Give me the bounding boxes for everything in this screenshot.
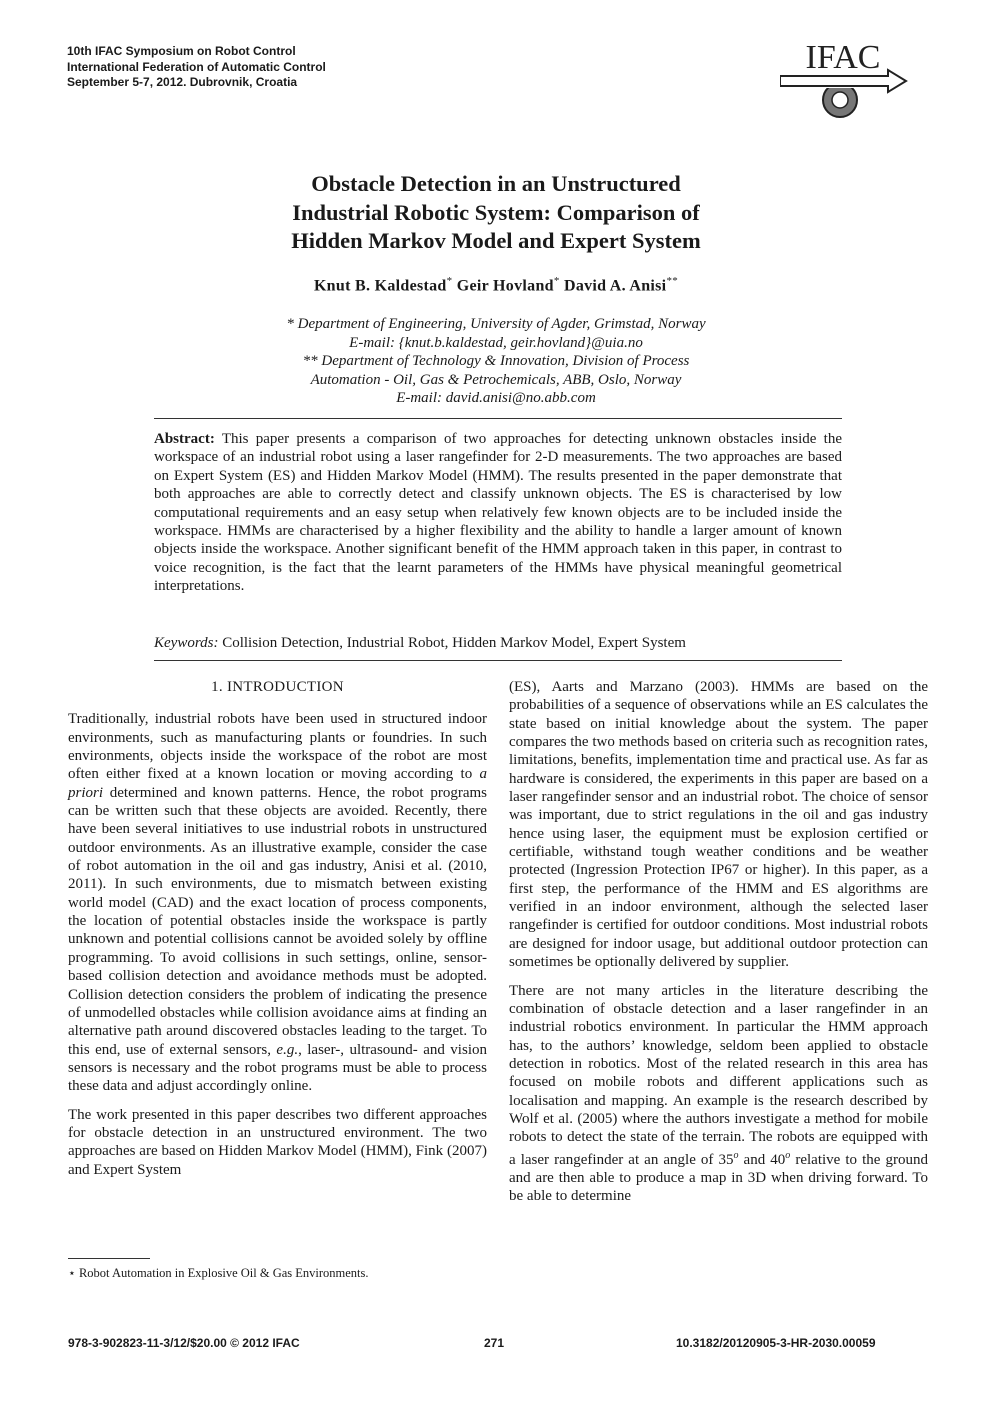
footnote [68,1265,369,1281]
intro-paragraph-1 [68,710,487,1095]
affiliation-line: * Department of Engineering, University of Agder, Grimstad, Norway [286,316,706,332]
text-run: , laser-, ultrasound- and vision sensors is necessary and the robot programs must be able to process these data and adjust accordingly online. [68,1041,487,1095]
intro-paragraph-2: The work presented in this paper describes two different approaches for obstacle detection in an unstructured environment. The two approaches are based on Hidden Markov Model (HMM), Fink (2007) and Expert System [68,1106,487,1178]
intro-paragraph-3: (ES), Aarts and Marzano (2003). HMMs are based on the probabilities of a sequence of observations while an ES calculates the state based on initial knowledge about the system. The paper compares the two methods based on criteria such as recognition rates, limitations, benefits, implementation time and practical use. As far as hardware is considered, the experiments in this paper are based on a laser rangefinder sensor and an industrial robot. The choice of sensor was important, due to strict regulations in the oil and gas industry hence using laser, the equipment must be explosion certified or certifiable, withstand tough weather conditions and be weather protected (Ingression Protection IP67 or higher). In this paper, as a first step, the performance of the HMM and ES algorithms are verified in an indoor environment, although the selected laser rangefinder is certified for outdoor conditions. Most industrial robots are designed for indoor usage, but additional outdoor protection can sometimes be optionally delivered by supplier. [509,679,928,971]
conference-line: 10th IFAC Symposium on Robot Control [67,44,296,58]
right-column [509,678,928,1206]
footer-doi: 10.3182/20120905-3-HR-2030.00059 [676,1336,876,1350]
affiliation-line: ** Department of Technology & Innovation, Division of Process [302,353,690,370]
emphasis: a priori [68,766,487,801]
title-line: Industrial Robotic System: Comparison of [292,199,700,225]
bottom-rule [154,660,842,661]
text-run: and 40 [738,1151,786,1168]
author-list [150,275,842,295]
footnote-mark: ⋆ [68,1266,76,1280]
text-run: determined and known patterns. Hence, the robot programs can be written such that these objects are avoided. Recently, there have been several initiatives to use industrial robots in unstructured outdoor environments. As an illustrative example, consider the case of robot automation in the oil and gas industry, Anisi et al. (2010, 2011). In such environments, due to mismatch between existing world model (CAD) and the exact location of process components, the location of potential obstacles inside the workspace is partly unknown and potential collisions cannot be avoided solely by offline programming. To avoid collisions in such settings, online, sensor-based collision detection and avoidance methods must be adopted. Collision detection considers the problem of indicating the presence of unmodelled obstacles while collision avoidance aims at finding an alternative path around discovered obstacles leading to the target. To this end, use of external sensors, [68,784,487,1058]
text-run: Traditionally, industrial robots have been used in structured indoor environments, such as manufacturing plants or foundries. In such environments, objects inside the workspace of the robot are most often either fixed at a known location or moving according to [68,711,487,783]
abstract-text: This paper presents a comparison of two approaches for detecting unknown obstacles inside the workspace of an industrial robot using a laser rangefinder for 2-D measurements. The two approaches are based on Expert System (ES) and Hidden Markov Model (HMM). The results presented in the paper demonstrate that both approaches are able to correctly detect and classify unknown objects. The ES is characterised by low computational requirements and an easy setup when relatively few known objects are to be included inside the workspace. HMMs are characterised by a higher flexibility and the ability to handle a larger amount of known objects inside the workspace. Another significant benefit of the HMM approach taken in this paper, in contrast to voice recognition, is the fact that the learnt parameters of the HMMs have physical meaningful geometrical interpretations. [154,431,842,595]
title-line: Hidden Markov Model and Expert System [291,228,701,253]
author-mark: * [553,275,560,287]
keywords-text: Collision Detection, Industrial Robot, Hidden Markov Model, Expert System [222,635,686,651]
left-column [68,678,487,1179]
top-rule [154,418,842,419]
superscript: o [785,1149,791,1161]
intro-paragraph-4 [509,982,928,1206]
text-run: There are not many articles in the literature describing the combination of obstacle detection and a laser rangefinder in an industrial robotics environment. In particular the HMM approach has, to the authors’ knowledge, seldom been applied to obstacle detection in robotics. Most of the related research in this area has focused on mobile robots and different applications such as localisation and mapping. An example is the research described by Wolf et al. (2005) where the authors investigate a method for mobile robots to detect the state of the terrain. The robots are equipped with a laser rangefinder at an angle of 35 [509,982,928,1168]
affiliation-line: E-mail: david.anisi@no.abb.com [396,390,596,407]
section-heading: 1. INTRODUCTION [211,679,344,695]
affiliation-line: E-mail: {knut.b.kaldestad, geir.hovland}@uia.no [349,334,643,351]
abstract [154,430,842,596]
keywords [154,635,842,652]
text-run: relative to the ground and are then able to produce a map in 3D when driving forward. To be able to determine [509,1151,928,1205]
author-mark: * [446,275,453,287]
title-line: Obstacle Detection in an Unstructured [311,171,681,196]
author-name: David A. Anisi [563,277,667,295]
footer-isbn: 978-3-902823-11-3/12/$20.00 © 2012 IFAC [68,1336,300,1350]
conference-line: International Federation of Automatic Control [67,59,326,74]
keywords-label: Keywords: [154,635,219,651]
footer-page-number: 271 [484,1336,505,1350]
abstract-label: Abstract: [154,431,215,447]
author-mark: ** [666,275,679,287]
paper-title [150,170,842,256]
ifac-logo-text: IFAC [805,39,881,76]
emphasis: e.g. [276,1041,299,1058]
affiliations [150,315,842,408]
superscript: o [733,1149,739,1161]
author-name: Geir Hovland [456,277,554,295]
footnote-text: Robot Automation in Explosive Oil & Gas Environments. [78,1266,369,1280]
ifac-logo [780,38,910,122]
affiliation-line: Automation - Oil, Gas & Petrochemicals, ABB, Oslo, Norway [310,371,682,388]
conference-line: September 5-7, 2012. Dubrovnik, Croatia [67,75,298,89]
conference-info [67,44,326,91]
author-name: Knut B. Kaldestad [313,277,447,295]
footnote-rule [68,1258,150,1259]
